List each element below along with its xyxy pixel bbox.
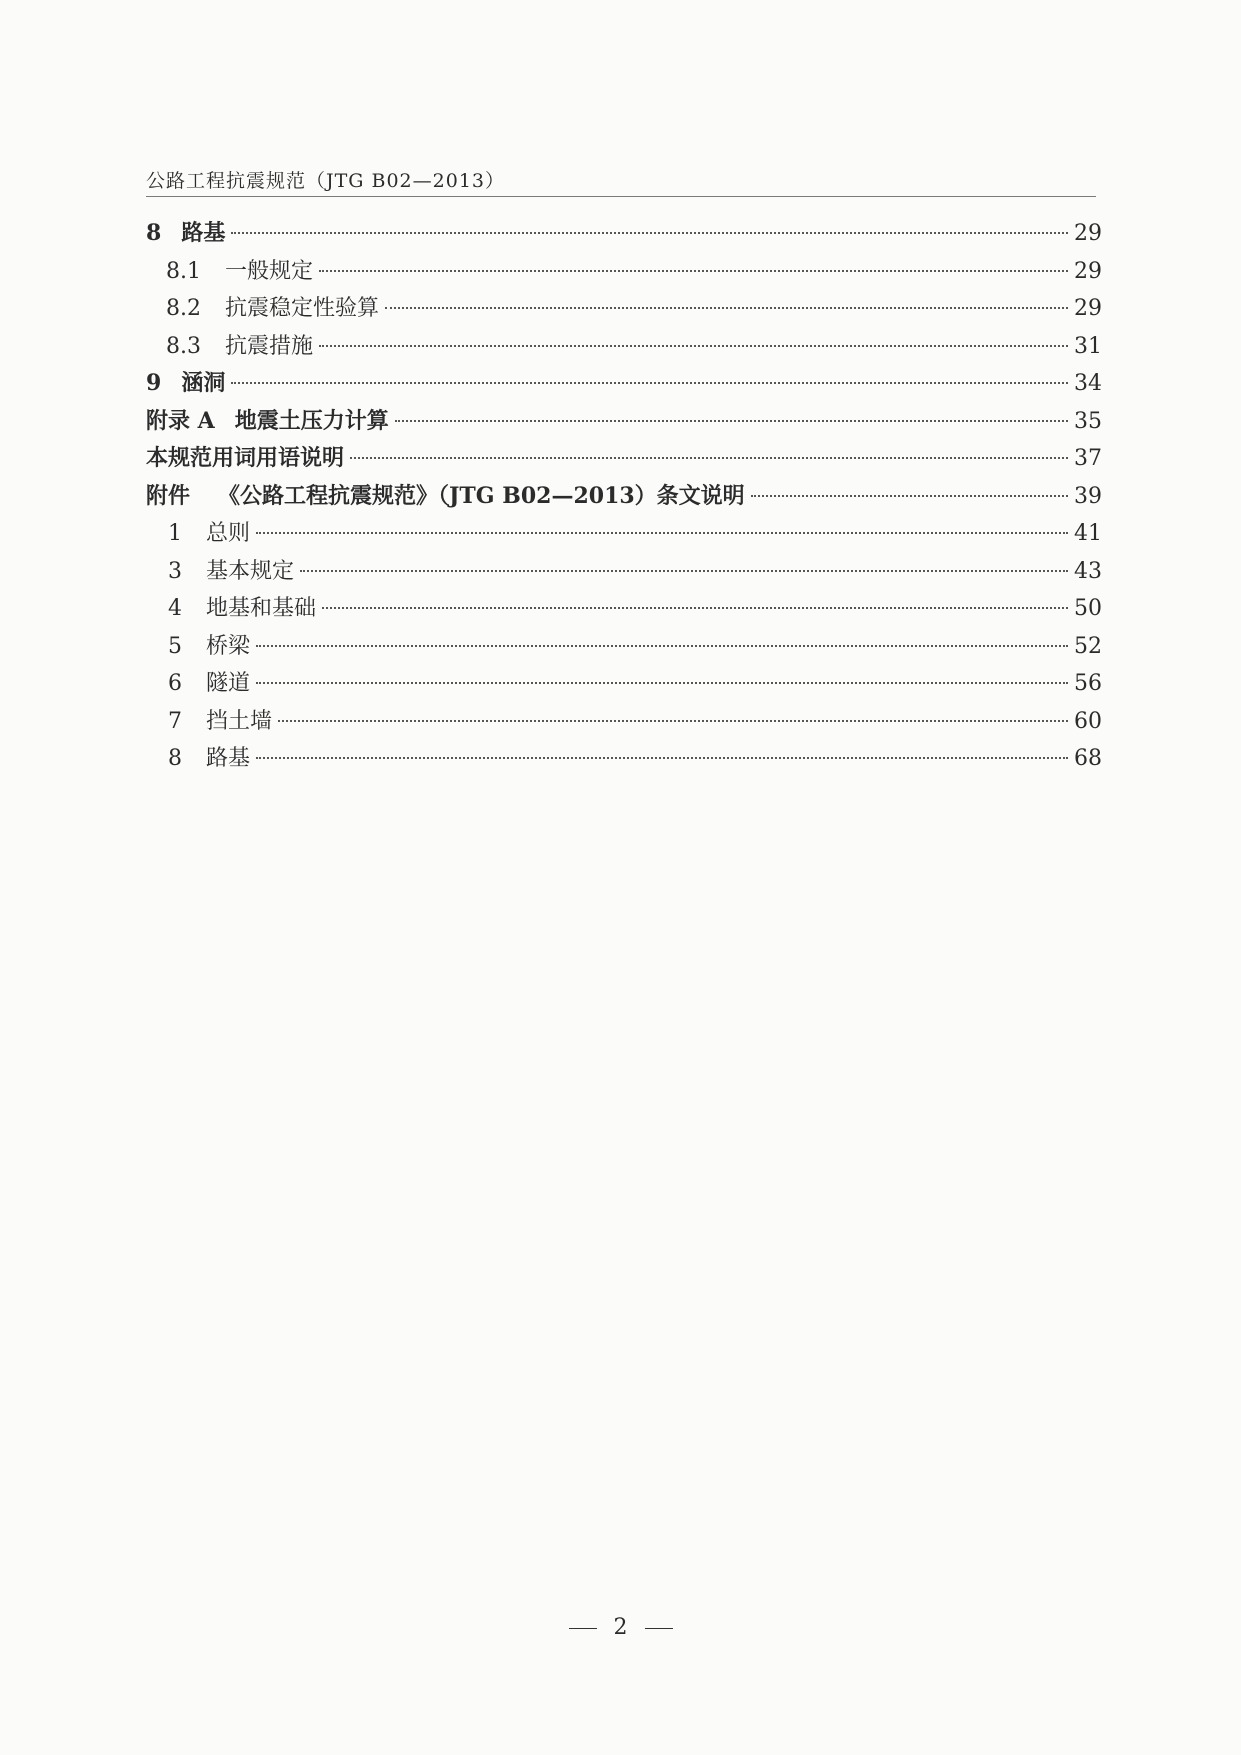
toc-entry[interactable] bbox=[146, 404, 1102, 442]
toc-entry-page: 29 bbox=[1074, 258, 1102, 284]
toc-entry-number: 8.1 bbox=[166, 258, 201, 284]
toc-entry[interactable] bbox=[146, 479, 1102, 517]
toc-entry[interactable] bbox=[146, 554, 1102, 592]
toc-entry[interactable] bbox=[146, 216, 1102, 254]
toc-entry-title: 本规范用词用语说明 bbox=[146, 445, 345, 471]
table-of-contents bbox=[146, 216, 1102, 779]
toc-entry-title: 地震土压力计算 bbox=[234, 407, 389, 434]
toc-entry[interactable] bbox=[146, 629, 1102, 667]
toc-entry[interactable] bbox=[146, 366, 1102, 404]
toc-entry-page: 41 bbox=[1074, 521, 1102, 546]
page-number-right-dash bbox=[645, 1628, 673, 1629]
page-number-left-dash bbox=[569, 1628, 597, 1629]
toc-dot-leader bbox=[278, 720, 1068, 722]
toc-entry-page: 50 bbox=[1074, 596, 1102, 621]
toc-entry-number: 3 bbox=[168, 558, 182, 584]
toc-dot-leader bbox=[395, 420, 1068, 422]
toc-entry-title: 地基和基础 bbox=[206, 596, 317, 621]
toc-entry-title: 涵洞 bbox=[181, 370, 226, 396]
toc-entry-number: 8 bbox=[146, 220, 162, 246]
toc-entry-title: 隧道 bbox=[206, 671, 251, 696]
toc-dot-leader bbox=[300, 570, 1068, 572]
toc-dot-leader bbox=[751, 495, 1068, 497]
toc-entry-number: 附录 A bbox=[146, 407, 215, 434]
toc-dot-leader bbox=[256, 532, 1068, 534]
toc-entry-page: 52 bbox=[1074, 633, 1102, 659]
toc-dot-leader bbox=[385, 307, 1068, 309]
toc-entry-page: 37 bbox=[1074, 446, 1102, 471]
header-rule bbox=[146, 196, 1096, 197]
toc-entry-page: 60 bbox=[1074, 708, 1102, 734]
toc-entry-number: 7 bbox=[168, 708, 182, 734]
toc-entry-page: 35 bbox=[1074, 408, 1102, 434]
toc-entry-number: 附件 bbox=[146, 482, 191, 509]
toc-dot-leader bbox=[231, 232, 1068, 234]
toc-entry-page: 31 bbox=[1074, 333, 1102, 359]
toc-entry-title: 一般规定 bbox=[225, 258, 314, 284]
toc-entry-number: 4 bbox=[168, 596, 182, 621]
toc-entry[interactable] bbox=[146, 516, 1102, 554]
toc-entry-title: 基本规定 bbox=[206, 558, 295, 584]
toc-entry-page: 43 bbox=[1074, 558, 1102, 584]
toc-dot-leader bbox=[322, 607, 1068, 609]
toc-dot-leader bbox=[231, 382, 1068, 384]
toc-entry[interactable] bbox=[146, 254, 1102, 292]
toc-entry-page: 34 bbox=[1074, 371, 1102, 396]
toc-entry-number: 8.2 bbox=[166, 296, 201, 321]
toc-dot-leader bbox=[319, 345, 1068, 347]
toc-dot-leader bbox=[256, 757, 1068, 759]
toc-entry[interactable] bbox=[146, 291, 1102, 329]
toc-entry-title: 桥梁 bbox=[206, 633, 251, 659]
toc-entry-title: 路基 bbox=[181, 220, 226, 246]
toc-entry[interactable] bbox=[146, 741, 1102, 779]
toc-entry[interactable] bbox=[146, 441, 1102, 479]
toc-entry-number: 1 bbox=[168, 521, 182, 546]
toc-entry-page: 29 bbox=[1074, 221, 1102, 246]
toc-entry-title: 挡土墙 bbox=[206, 708, 273, 734]
toc-entry-title: 总则 bbox=[206, 521, 251, 546]
toc-entry[interactable] bbox=[146, 666, 1102, 704]
toc-dot-leader bbox=[350, 457, 1068, 459]
toc-entry-number: 8.3 bbox=[166, 333, 201, 359]
toc-entry[interactable] bbox=[146, 329, 1102, 367]
toc-entry-number: 5 bbox=[168, 633, 182, 659]
toc-entry-number: 9 bbox=[146, 370, 162, 396]
toc-entry[interactable] bbox=[146, 591, 1102, 629]
toc-dot-leader bbox=[256, 682, 1068, 684]
toc-entry[interactable] bbox=[146, 704, 1102, 742]
toc-entry-number: 6 bbox=[168, 671, 182, 696]
toc-dot-leader bbox=[319, 270, 1068, 272]
toc-entry-page: 29 bbox=[1074, 296, 1102, 321]
toc-entry-title: 《公路工程抗震规范》（JTG B02—2013）条文说明 bbox=[218, 482, 745, 509]
toc-entry-title: 抗震措施 bbox=[225, 333, 314, 359]
toc-dot-leader bbox=[256, 645, 1068, 647]
toc-entry-title: 路基 bbox=[206, 746, 251, 771]
running-header: 公路工程抗震规范（JTG B02—2013） bbox=[146, 170, 506, 192]
page-number bbox=[0, 1615, 1241, 1640]
page-number-value: 2 bbox=[613, 1615, 628, 1640]
toc-entry-page: 39 bbox=[1074, 483, 1102, 509]
toc-entry-title: 抗震稳定性验算 bbox=[225, 296, 380, 321]
toc-entry-number: 8 bbox=[168, 746, 182, 771]
toc-entry-page: 56 bbox=[1074, 671, 1102, 696]
toc-entry-page: 68 bbox=[1074, 746, 1102, 771]
